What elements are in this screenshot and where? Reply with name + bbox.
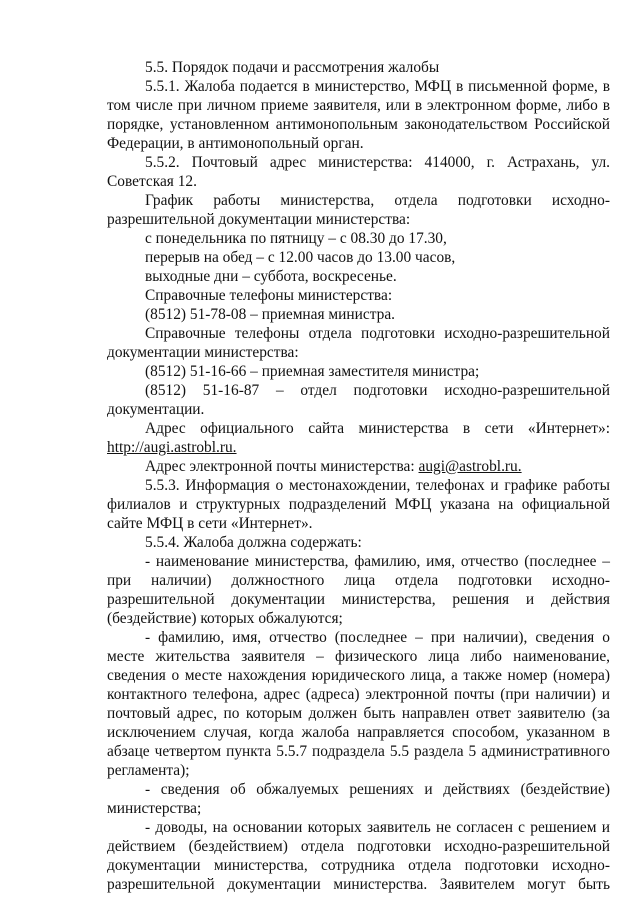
paragraph-schedule-heading: График работы министерства, отдела подготовки исходно-разрешительной документации министерства:: [107, 192, 610, 228]
paragraph-5-5-1: 5.5.1. Жалоба подается в министерство, МФЦ в письменной форме, в том числе при личном приеме заявителя, или в электронном форме, либо в порядке, установленном антимонопольным законодательством Российской Федерации, в антимонопольный орган.: [107, 78, 610, 152]
website-paragraph: [107, 419, 610, 457]
complaint-item-decisions: - сведения об обжалуемых решениях и действиях (бездействие) министерства;: [107, 781, 610, 817]
section-heading: 5.5. Порядок подачи и рассмотрения жалобы: [145, 59, 440, 76]
schedule-weekdays: с понедельника по пятницу – с 08.30 до 17.30,: [145, 230, 447, 247]
email-link[interactable]: augi@astrobl.ru.: [418, 458, 522, 475]
schedule-lunch: перерыв на обед – с 12.00 часов до 13.00 часов,: [145, 249, 456, 266]
email-label: Адрес электронной почты министерства:: [145, 458, 415, 475]
phone-deputy: (8512) 51-16-66 – приемная заместителя министра;: [145, 363, 480, 380]
phone-minister: (8512) 51-78-08 – приемная министра.: [145, 306, 395, 323]
document-body: [107, 58, 610, 894]
website-link[interactable]: http://augi.astrobl.ru.: [107, 439, 237, 456]
paragraph-5-5-3: 5.5.3. Информация о местонахождении, телефонах и графике работы филиалов и структурных подразделений МФЦ указана на официальной сайте МФЦ в сети «Интернет».: [107, 477, 610, 532]
complaint-item-applicant: - фамилию, имя, отчество (последнее – при наличии), сведения о месте жительства заявителя – физического лица либо наименование, сведения о месте нахождения юридического лица, а также номер (номера) контактного телефона, адрес (адреса) электронной почты (при наличии) и почтовый адрес, по которым должен быть направлен ответ заявителю (за исключением случая, когда жалоба направляется способом, указанном в абзаце четвертом пункта 5.5.7 подраздела 5.5 раздела 5 административного регламента);: [107, 629, 610, 779]
complaint-item-name: - наименование министерства, фамилию, имя, отчество (последнее – при наличии) должностного лица отдела подготовки исходно-разрешительной документации министерства, решения и действия (бездействие) которых обжалуются;: [107, 553, 610, 627]
phones-heading: Справочные телефоны министерства:: [145, 287, 393, 304]
complaint-item-arguments: - доводы, на основании которых заявитель не согласен с решением и действием (бездействием) отдела подготовки исходно-разрешительной документации министерства, сотрудника отдела подготовки исходно-разрешительной документации министерства. Заявителем могут быть: [107, 819, 610, 893]
website-label: Адрес официального сайта министерства в сети «Интернет»:: [145, 420, 610, 437]
paragraph-5-5-2: 5.5.2. Почтовый адрес министерства: 414000, г. Астрахань, ул. Советская 12.: [107, 154, 610, 190]
schedule-weekend: выходные дни – суббота, воскресенье.: [145, 268, 397, 285]
phone-department: (8512) 51-16-87 – отдел подготовки исходно-разрешительной документации.: [107, 382, 610, 418]
paragraph-5-5-4: 5.5.4. Жалоба должна содержать:: [145, 534, 362, 551]
phones-department-heading: Справочные телефоны отдела подготовки исходно-разрешительной документации министерства:: [107, 325, 610, 361]
email-paragraph: [107, 457, 610, 476]
